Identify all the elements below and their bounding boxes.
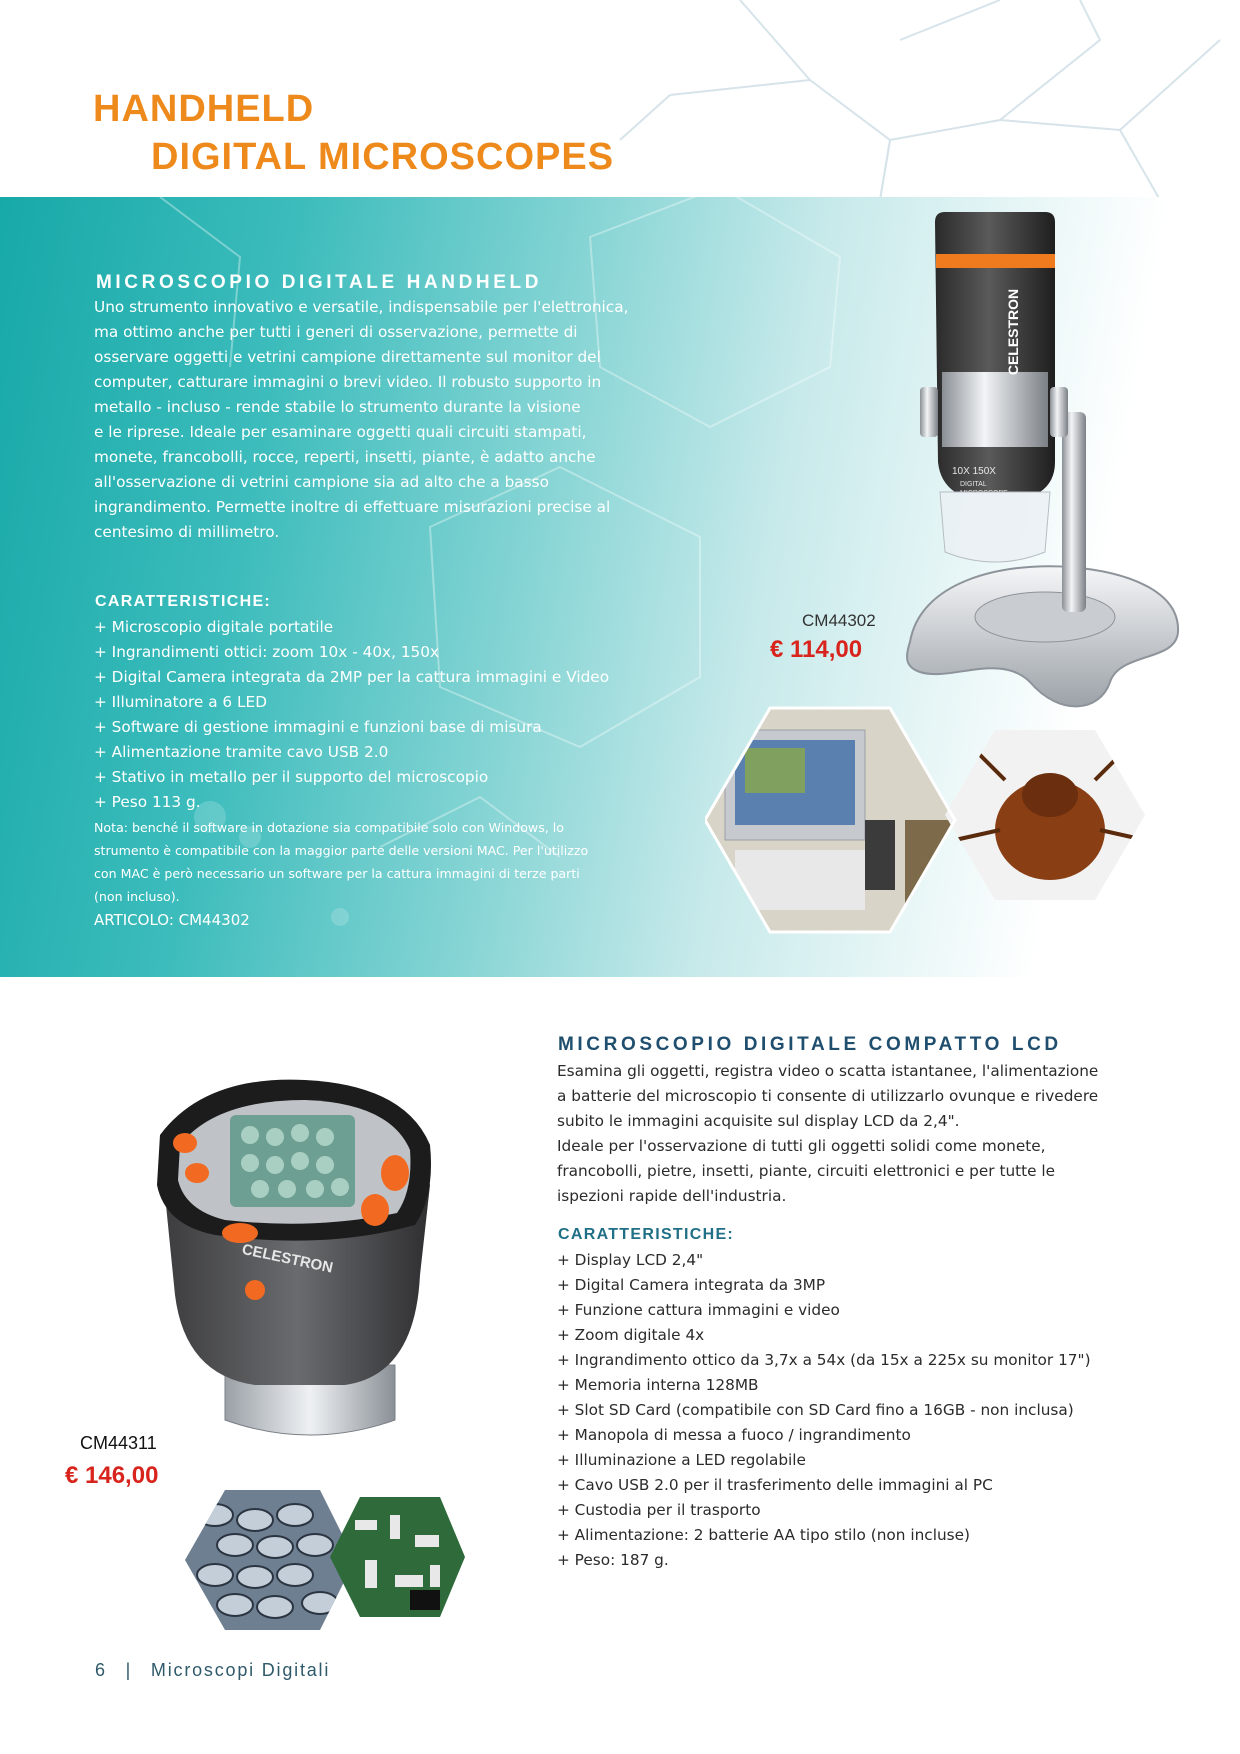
feature-item: + Alimentazione tramite cavo USB 2.0 — [94, 743, 389, 761]
product2-description — [557, 1059, 1187, 1209]
description-line: computer, catturare immagini o brevi video. Il robusto supporto in — [94, 373, 602, 391]
product1-features-title: CARATTERISTICHE: — [95, 593, 272, 610]
feature-item: + Digital Camera integrata da 3MP — [557, 1276, 826, 1294]
feature-item: + Cavo USB 2.0 per il trasferimento delle immagini al PC — [557, 1476, 993, 1494]
feature-item: + Manopola di messa a fuoco / ingrandimento — [557, 1426, 911, 1444]
product1-code: CM44302 — [802, 611, 876, 630]
feature-item: + Peso: 187 g. — [557, 1551, 669, 1569]
note-line: (non incluso). — [94, 889, 180, 904]
feature-item: + Illuminatore a 6 LED — [94, 693, 267, 711]
footer-separator: | — [125, 1660, 133, 1680]
description-line: ingrandimento. Permette inoltre di effettuare misurazioni precise al — [94, 498, 611, 516]
feature-item: + Slot SD Card (compatibile con SD Card fino a 16GB - non inclusa) — [557, 1401, 1074, 1419]
description-line: ma ottimo anche per tutti i generi di osservazione, permette di — [94, 323, 578, 341]
feature-item: + Microscopio digitale portatile — [94, 618, 334, 636]
feature-item: + Funzione cattura immagini e video — [557, 1301, 840, 1319]
description-line: Uno strumento innovativo e versatile, indispensabile per l'elettronica, — [94, 298, 629, 316]
feature-item: + Memoria interna 128MB — [557, 1376, 759, 1394]
device-label-line: DIGITAL — [960, 481, 987, 488]
product2-features-list — [557, 1248, 1091, 1573]
description-line: centesimo di millimetro. — [94, 523, 280, 541]
page-title-line2: DIGITAL MICROSCOPES — [151, 136, 615, 178]
description-line: subito le immagini acquisite sul display LCD da 2,4". — [557, 1112, 960, 1130]
note-line: strumento è compatibile con la maggior parte delle versioni MAC. Per l'utilizzo — [94, 843, 589, 858]
feature-item: + Ingrandimento ottico da 3,7x a 54x (da 15x a 225x su monitor 17") — [557, 1351, 1091, 1369]
product1-note — [94, 816, 654, 908]
device-brand-text: CELESTRON — [240, 1240, 335, 1277]
feature-item: + Zoom digitale 4x — [557, 1326, 705, 1344]
description-line: a batterie del microscopio ti consente di utilizzarlo ovunque e rivedere — [557, 1087, 1099, 1105]
feature-item: + Illuminazione a LED regolabile — [557, 1451, 806, 1469]
handheld-microscope-image — [880, 212, 1190, 732]
feature-item: + Alimentazione: 2 batterie AA tipo stilo (non incluse) — [557, 1526, 970, 1544]
feature-item: + Peso 113 g. — [94, 793, 201, 811]
product2-title: MICROSCOPIO DIGITALE COMPATTO LCD — [558, 1034, 1062, 1055]
product1-price: € 114,00 — [770, 636, 863, 663]
product2-features-title: CARATTERISTICHE: — [558, 1226, 735, 1243]
feature-item: + Display LCD 2,4" — [557, 1251, 704, 1269]
description-line: osservare oggetti e vetrini campione direttamente sul monitor del — [94, 348, 601, 366]
product1-features-list — [94, 615, 609, 815]
device-label-line: 10X 150X — [952, 466, 996, 477]
page-number: 6 — [95, 1660, 107, 1680]
feature-item: + Ingrandimenti ottici: zoom 10x - 40x, 150x — [94, 643, 440, 661]
description-line: metallo - incluso - rende stabile lo strumento durante la visione — [94, 398, 581, 416]
product1-description — [94, 295, 654, 545]
feature-item: + Software di gestione immagini e funzioni base di misura — [94, 718, 542, 736]
description-line: Ideale per l'osservazione di tutti gli oggetti solidi come monete, — [557, 1137, 1046, 1155]
product1-usage-photos — [705, 700, 1225, 950]
description-line: Esamina gli oggetti, registra video o scatta istantanee, l'alimentazione — [557, 1062, 1099, 1080]
compact-lcd-microscope-image — [145, 1075, 445, 1445]
description-line: francobolli, pietre, insetti, piante, circuiti elettronici e per tutte le — [557, 1162, 1056, 1180]
page-title-line1: HANDHELD — [93, 88, 315, 130]
description-line: monete, francobolli, rocce, reperti, insetti, piante, è adatto anche — [94, 448, 596, 466]
device-brand-text: CELESTRON — [1005, 288, 1021, 376]
feature-item: + Custodia per il trasporto — [557, 1501, 761, 1519]
feature-item: + Stativo in metallo per il supporto del microscopio — [94, 768, 489, 786]
product2-code: CM44311 — [80, 1433, 157, 1453]
page-footer — [95, 1660, 330, 1681]
description-line: e le riprese. Ideale per esaminare oggetti quali circuiti stampati, — [94, 423, 587, 441]
note-line: con MAC è però necessario un software per la cattura immagini di terze parti — [94, 866, 580, 881]
footer-section-name: Microscopi Digitali — [150, 1660, 331, 1680]
product1-title: MICROSCOPIO DIGITALE HANDHELD — [96, 272, 543, 293]
product2-price: € 146,00 — [65, 1462, 159, 1489]
feature-item: + Digital Camera integrata da 2MP per la cattura immagini e Video — [94, 668, 610, 686]
description-line: ispezioni rapide dell'industria. — [557, 1187, 787, 1205]
product2-sample-photos — [180, 1485, 470, 1635]
note-line: Nota: benché il software in dotazione sia compatibile solo con Windows, lo — [94, 820, 564, 835]
hexagon-pattern-header — [560, 0, 1240, 200]
description-line: all'osservazione di vetrini campione sia ad alto che a basso — [94, 473, 549, 491]
product1-article: ARTICOLO: CM44302 — [94, 911, 250, 929]
